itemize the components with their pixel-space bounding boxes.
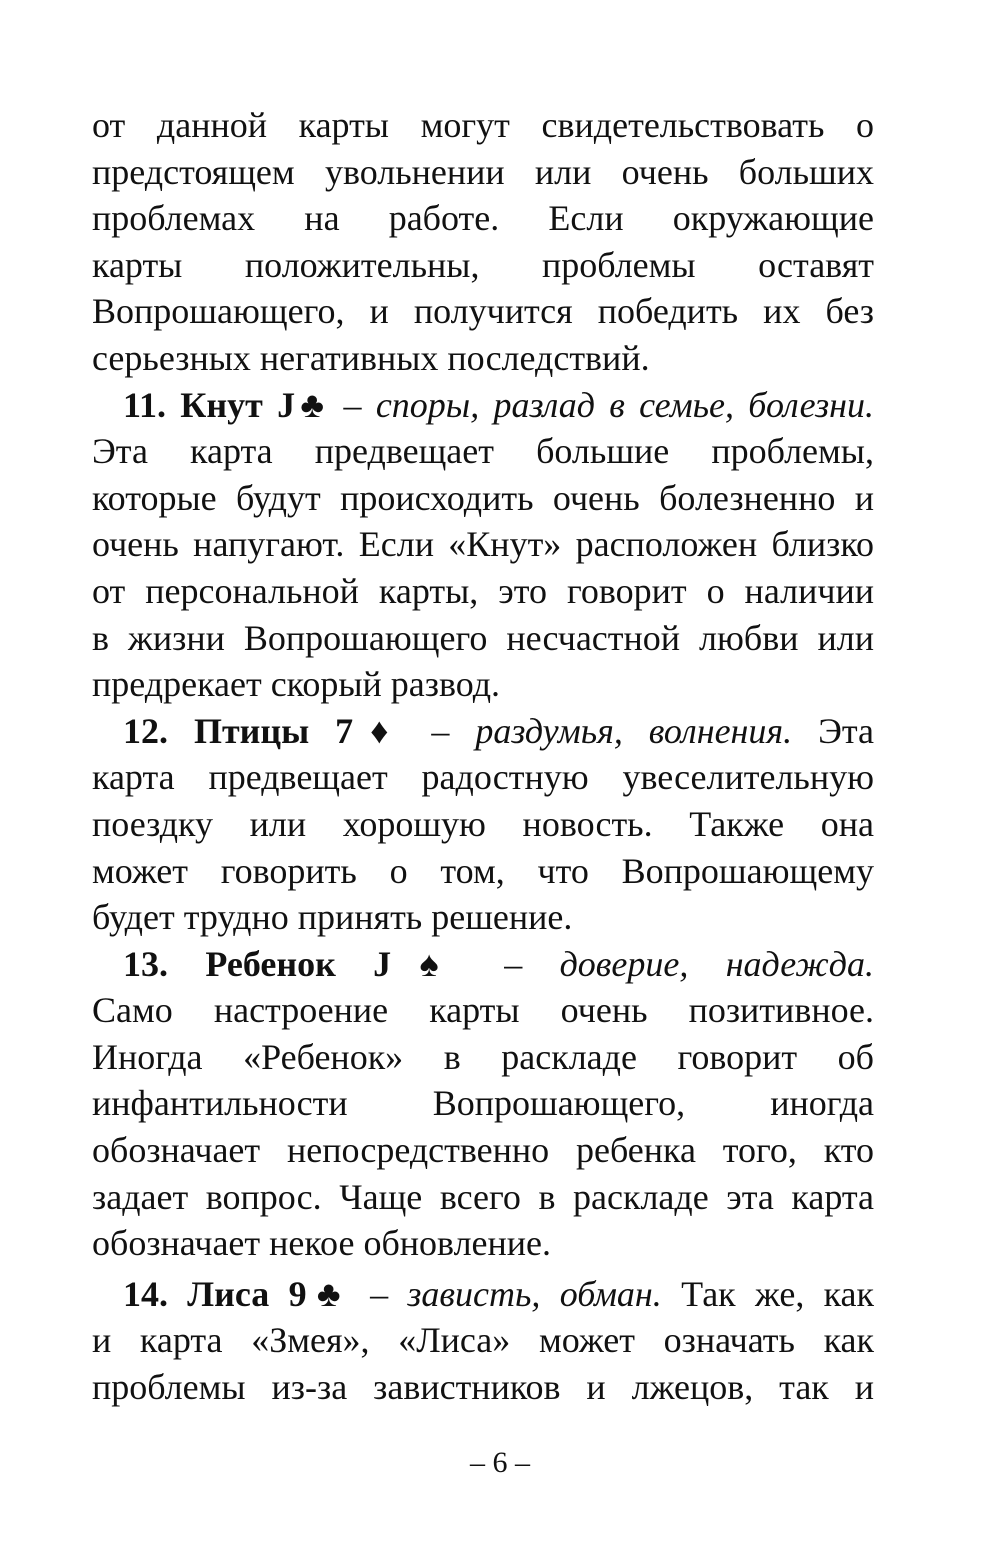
entry-number: 13. <box>123 943 168 984</box>
text-line: серьезных негативных последствий. <box>92 337 650 378</box>
card-keywords: раздумья, волнения. <box>475 710 793 751</box>
text-line: обозначает некое обновление. <box>92 1223 552 1264</box>
entry-text-start: Так же, как <box>681 1273 875 1314</box>
text-line: проблемы из-за завистников и лжецов, так и <box>92 1367 874 1408</box>
text-line: в жизни Вопрошающего несчастной любви или <box>92 617 874 658</box>
text-line: может говорить о том, что Вопрошающему <box>92 850 874 891</box>
text-line: задает вопрос. Чаще всего в раскладе эта карта <box>92 1176 874 1217</box>
text-line: Эта карта предвещает большие проблемы, <box>92 431 874 472</box>
card-name: Птицы 7♦ <box>193 710 406 751</box>
card-name: Кнут J♣ <box>180 384 330 425</box>
text-line: проблемах на работе. Если окружающие <box>92 198 874 239</box>
card-name: Ребенок J♠ <box>205 943 467 984</box>
entry-11 <box>92 382 874 708</box>
entry-number: 11. <box>123 384 167 425</box>
card-keywords: споры, разлад в семье, болезни. <box>375 384 875 425</box>
card-keywords: доверие, надежда. <box>559 943 874 984</box>
entry-heading-line <box>92 382 874 429</box>
text-line: предрекает скорый развод. <box>92 664 501 705</box>
text-line: от данной карты могут свидетельствовать о <box>92 105 874 145</box>
page-body <box>92 102 874 1411</box>
card-name: Лиса 9♣ <box>187 1273 351 1314</box>
text-line: и карта «Змея», «Лиса» может означать как <box>92 1320 874 1361</box>
text-line: Вопрошающего, и получится победить их без <box>92 291 874 332</box>
text-line: инфантильности Вопрошающего, иногда <box>92 1083 874 1124</box>
text-line: которые будут происходить очень болезненно и <box>92 477 874 518</box>
text-line: предстоящем увольнении или очень больших <box>92 151 874 192</box>
text-line: обозначает непосредственно ребенка того, кто <box>92 1130 874 1171</box>
dash: – <box>343 384 362 425</box>
page-number: – 6 – <box>470 1446 530 1479</box>
entry-12 <box>92 708 874 941</box>
text-line: будет трудно принять решение. <box>92 897 573 938</box>
entry-heading-line <box>92 941 874 988</box>
entry-text-start: Эта <box>818 710 875 751</box>
dash: – <box>370 1273 389 1314</box>
entry-heading-line <box>92 1271 874 1318</box>
text-line: Иногда «Ребенок» в раскладе говорит об <box>92 1036 874 1077</box>
paragraph-intro <box>92 102 874 382</box>
dash: – <box>504 943 523 984</box>
entry-heading-line <box>92 708 874 755</box>
text-line: Само настроение карты очень позитивное. <box>92 990 874 1031</box>
entry-number: 14. <box>123 1273 168 1314</box>
card-keywords: зависть, обман. <box>407 1273 662 1314</box>
entry-14 <box>92 1271 874 1411</box>
text-line: карта предвещает радостную увеселительную <box>92 757 874 798</box>
text-line: очень напугают. Если «Кнут» расположен близко <box>92 524 874 565</box>
entry-number: 12. <box>123 710 168 751</box>
text-line: поездку или хорошую новость. Также она <box>92 803 874 844</box>
text-line: карты положительны, проблемы оставят <box>92 244 874 285</box>
text-line: от персональной карты, это говорит о наличии <box>92 570 874 611</box>
entry-13 <box>92 941 874 1267</box>
dash: – <box>431 710 450 751</box>
